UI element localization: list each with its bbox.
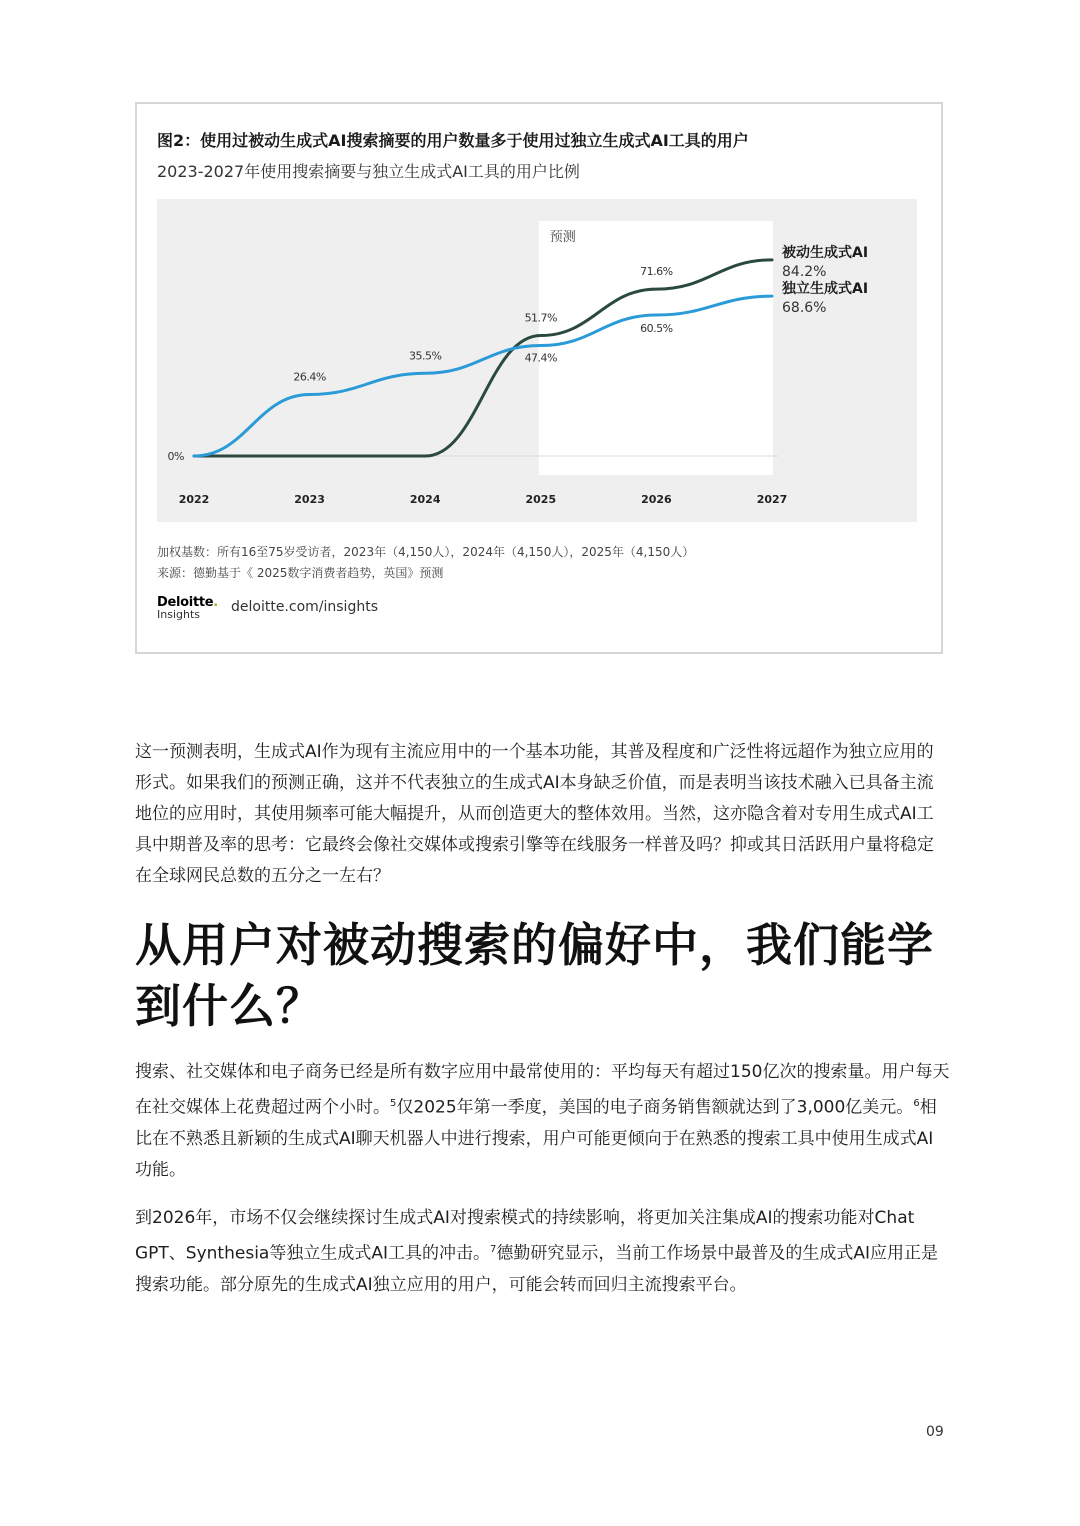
data-label: 60.5% [640, 322, 673, 336]
data-label: 0% [167, 450, 184, 463]
page-number: 09 [926, 1424, 944, 1440]
x-tick-label: 2026 [641, 493, 672, 506]
figure-card [135, 102, 943, 654]
forecast-label: 预测 [549, 230, 576, 245]
para2-text-3: 相比在不熟悉且新颖的生成式AI聊天机器人中进行搜索，用户可能更倾向于在熟悉的搜索工具中使用生成式AI功能。 [135, 1097, 937, 1180]
section-heading: 从用户对被动搜索的偏好中，我们能学到什么？ [135, 918, 934, 1033]
body-paragraph-3 [135, 1203, 950, 1301]
para2-text-1: 搜索、社交媒体和电子商务已经是所有数字应用中最常使用的：平均每天有超过150亿次的搜索量。用户每天在社交媒体上花费超过两个小时。 [135, 1062, 950, 1118]
forecast-region [539, 221, 773, 475]
para3-text-1: 到2026年，市场不仅会继续探讨生成式AI对搜索模式的持续影响，将更加关注集成AI的搜索功能对Chat GPT、Synthesia等独立生成式AI工具的冲击。 [135, 1208, 915, 1264]
x-tick-label: 2023 [294, 493, 325, 506]
source-note: 来源：德勤基于《 2025数字消费者趋势，英国》预测 [157, 566, 444, 580]
figure-title: 图2：使用过被动生成式AI搜索摘要的用户数量多于使用过独立生成式AI工具的用户 [157, 131, 749, 150]
series-end-value: 84.2% [782, 263, 827, 280]
footnote-ref-7[interactable]: 7 [489, 1244, 497, 1255]
x-tick-label: 2025 [525, 493, 557, 506]
footnote-ref-5[interactable]: 5 [390, 1098, 397, 1109]
logo-brand: Deloitte [157, 595, 214, 610]
data-label: 71.6% [640, 265, 673, 279]
deloitte-insights-logo: Deloitte. Insights [157, 595, 218, 621]
body-paragraph-1: 这一预测表明，生成式AI作为现有主流应用中的一个基本功能，其普及程度和广泛性将远超作为独立应用的形式。如果我们的预测正确，这并不代表独立的生成式AI本身缺乏价值，而是表明当该技术融入已具备主流地位的应用时，其使用频率可能大幅提升，从而创造更大的整体效用。当然，这亦隐含着对专用生成式AI工具中期普及率的思考：它最终会像社交媒体或搜索引擎等在线服务一样普及吗？抑或其日活跃用户量将稳定在全球网民总数的五分之一左右？ [135, 742, 934, 886]
data-label: 26.4% [293, 370, 326, 384]
chart-svg [157, 199, 917, 522]
footnote-ref-6[interactable]: 6 [913, 1098, 920, 1109]
body-paragraph-2 [135, 1057, 950, 1186]
para2-text-2: 仅2025年第一季度，美国的电子商务销售额就达到了3,000亿美元。 [396, 1097, 914, 1118]
line-chart [157, 199, 917, 522]
series-name-label: 被动生成式AI [782, 244, 869, 261]
x-tick-label: 2027 [756, 493, 788, 506]
deloitte-insights-link[interactable]: deloitte.com/insights [231, 599, 378, 615]
para3-text-2: 德勤研究显示，当前工作场景中最普及的生成式AI应用正是搜索功能。部分原先的生成式AI独立应用的用户，可能会转而回归主流搜索平台。 [135, 1243, 939, 1295]
figure-notes [157, 542, 694, 584]
logo-sub: Insights [157, 608, 201, 621]
series-end-value: 68.6% [782, 300, 827, 317]
x-tick-label: 2024 [409, 493, 441, 506]
x-tick-label: 2022 [178, 493, 210, 506]
data-label: 51.7% [524, 311, 558, 325]
data-label: 47.4% [524, 351, 558, 365]
data-label: 35.5% [408, 349, 442, 363]
series-name-label: 独立生成式AI [782, 281, 869, 298]
figure-subtitle: 2023-2027年使用搜索摘要与独立生成式AI工具的用户比例 [157, 162, 580, 181]
weighting-note: 加权基数：所有16至75岁受访者，2023年（4,150人），2024年（4,150人），2025年（4,150人） [157, 545, 695, 559]
